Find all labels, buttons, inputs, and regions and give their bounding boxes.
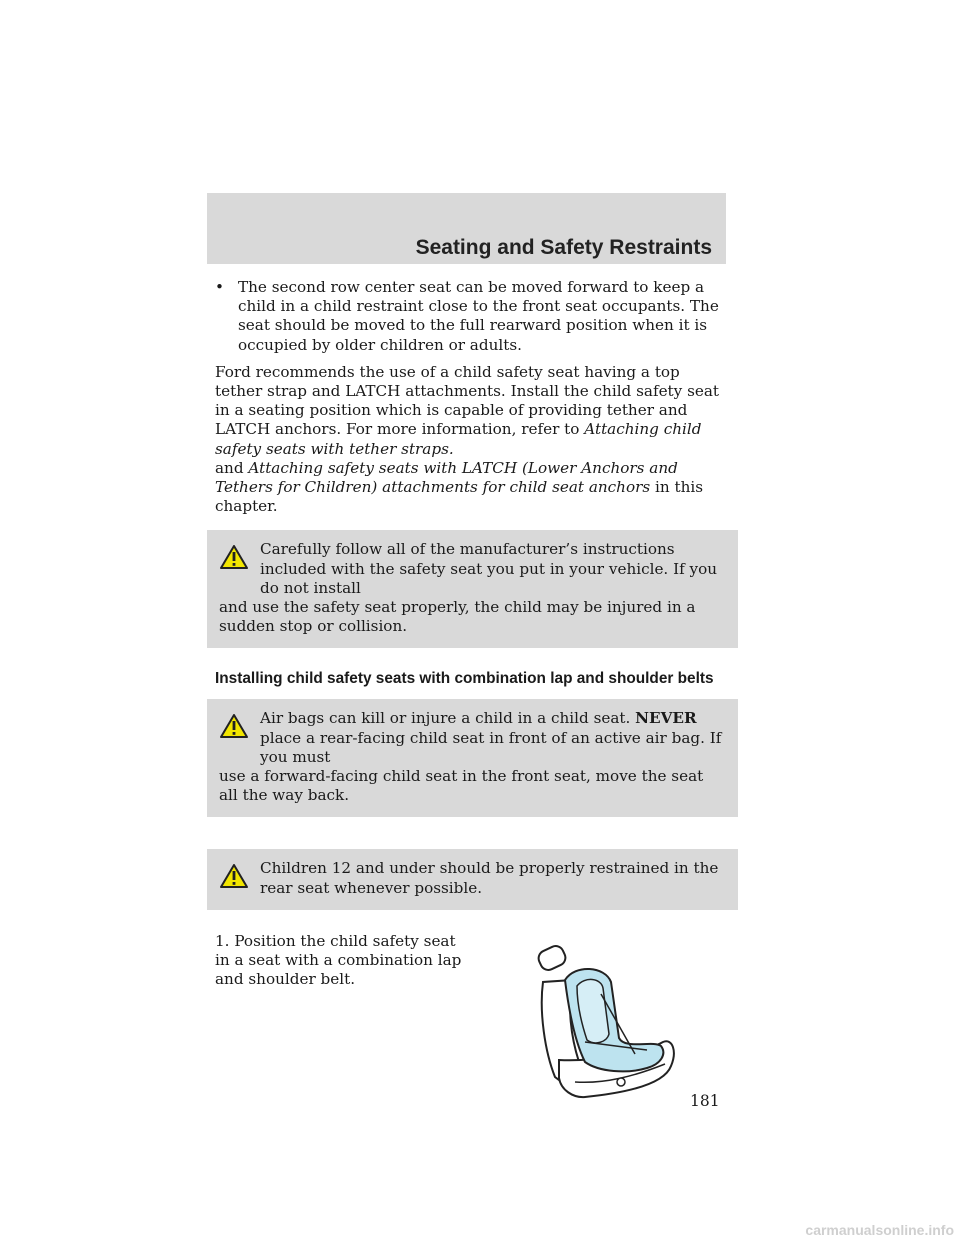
watermark: carmanualsonline.info <box>805 1222 954 1238</box>
warning-manufacturer-instructions <box>207 530 738 648</box>
recommendation-text-1: Ford recommends the use of a child safety seat having a top tether strap and LATCH attachments. Install the child safety seat in a seating position which is capable of providing tether and LATCH anchors. For more information, refer to <box>215 362 720 439</box>
warning-text-lead: Carefully follow all of the manufacturer’s instructions included with the safety seat you put in your vehicle. If you do not install <box>260 540 718 597</box>
reference-latch: Attaching safety seats with LATCH (Lower Anchors and Tethers for Children) attachments for child seat anchors <box>215 458 678 497</box>
step-1-text: 1. Position the child safety seat in a seat with a combination lap and shoulder belt. <box>215 931 462 989</box>
section-title: Seating and Safety Restraints <box>415 236 712 259</box>
recommendation-text-3: in this chapter. <box>215 478 704 516</box>
warning-emphasis: NEVER <box>635 709 697 728</box>
bullet-item <box>215 278 730 355</box>
warning-triangle-icon <box>219 863 249 889</box>
step-row <box>215 932 730 1092</box>
page-number: 181 <box>690 1092 720 1110</box>
recommendation-paragraph <box>215 363 730 517</box>
warning-text-rest: use a forward-facing child seat in the front seat, move the seat all the way back. <box>219 767 704 805</box>
header-band <box>207 193 726 264</box>
reference-tether-straps: Attaching child safety seats with tether straps. <box>215 420 702 458</box>
warning-text-lead <box>219 709 726 767</box>
warning-text-a: Air bags can kill or injure a child in a child seat. <box>260 709 636 728</box>
child-seat-illustration <box>515 942 695 1104</box>
warning-air-bags <box>207 699 738 817</box>
warning-children-rear-seat <box>207 849 738 909</box>
bullet-text: The second row center seat can be moved forward to keep a child in a child restraint close to the front seat occupants. The seat should be moved to the full rearward position when it is occupied by older children or adults. <box>238 278 719 354</box>
warning-text-b: place a rear-facing child seat in front of an active air bag. If you must <box>260 728 722 766</box>
warning-text-lead: Children 12 and under should be properly restrained in the rear seat whenever possible. <box>260 859 719 897</box>
recommendation-text-2: and <box>215 458 249 477</box>
warning-text-rest: and use the safety seat properly, the child may be injured in a sudden stop or collision. <box>219 598 696 636</box>
warning-triangle-icon <box>219 544 249 570</box>
section-heading: Installing child safety seats with combination lap and shoulder belts <box>215 670 714 688</box>
page-content <box>215 278 730 1092</box>
warning-triangle-icon <box>219 713 249 739</box>
bullet-mark: • <box>215 278 224 296</box>
